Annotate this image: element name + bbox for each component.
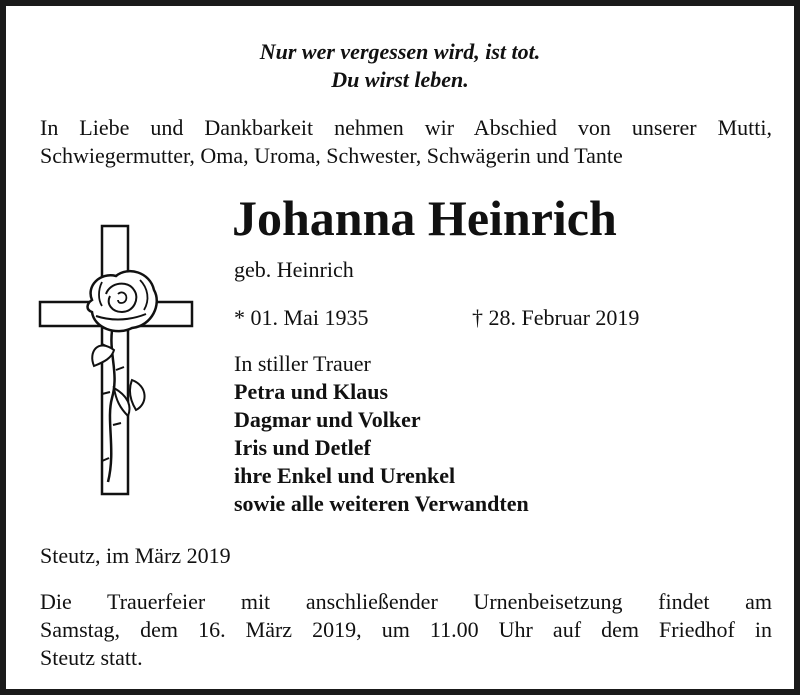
funeral-info-line-3: Steutz statt.: [40, 645, 143, 670]
birth-name: geb. Heinrich: [234, 257, 354, 282]
mourner-line: ihre Enkel und Urenkel: [234, 463, 456, 488]
intro-line-1: In Liebe und Dankbarkeit nehmen wir Abschied von unserer Mutti,: [40, 115, 772, 140]
mourner-line: Dagmar und Volker: [234, 407, 421, 432]
mourner-line: Petra und Klaus: [234, 379, 389, 404]
mourning-heading: In stiller Trauer: [234, 351, 371, 376]
funeral-info-line-1: Die Trauerfeier mit anschließender Urnenbeisetzung findet am: [40, 589, 772, 614]
motto-line-2: Du wirst leben.: [331, 67, 469, 92]
intro-line-2: Schwiegermutter, Oma, Uroma, Schwester, Schwägerin und Tante: [40, 143, 623, 168]
funeral-info-line-2: Samstag, dem 16. März 2019, um 11.00 Uhr auf dem Friedhof in: [40, 617, 772, 642]
mourner-line: sowie alle weiteren Verwandten: [234, 491, 529, 516]
motto-line-1: Nur wer vergessen wird, ist tot.: [259, 39, 541, 64]
birth-date: * 01. Mai 1935: [234, 305, 369, 330]
cross-with-rose-icon: [36, 220, 196, 500]
deceased-name: Johanna Heinrich: [232, 190, 617, 246]
mourner-line: Iris und Detlef: [234, 435, 371, 460]
place-date: Steutz, im März 2019: [40, 543, 231, 568]
death-date: † 28. Februar 2019: [472, 305, 640, 330]
